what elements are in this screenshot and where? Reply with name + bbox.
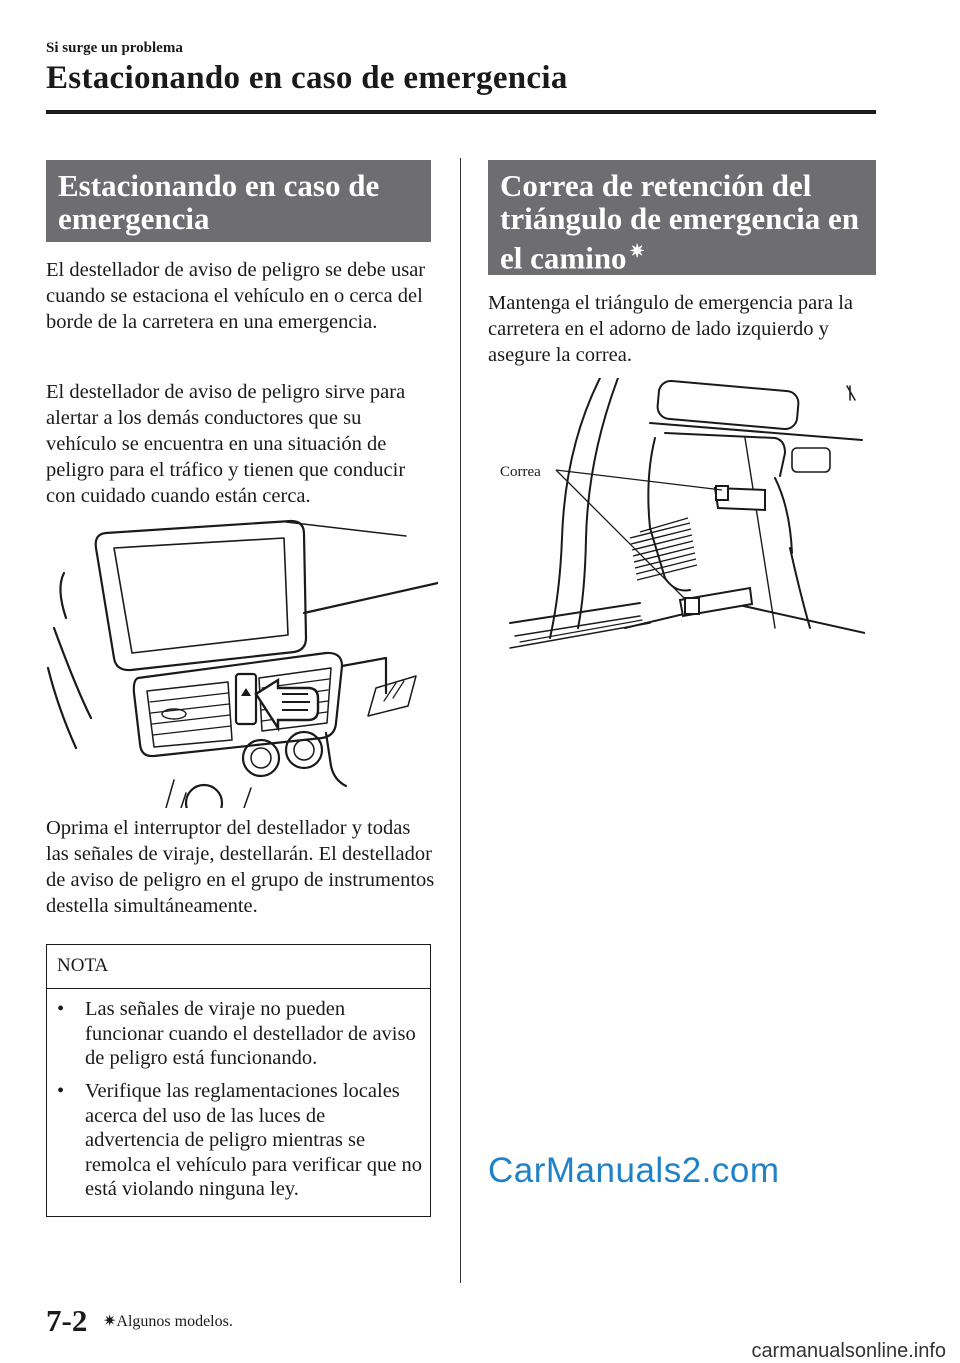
watermark: CarManuals2.com xyxy=(488,1151,780,1190)
section-heading-emergency-parking xyxy=(46,160,431,242)
paragraph-operation: Oprima el interruptor del destellador y todas las señales de viraje, destellarán. El destellador de aviso de peligro en el grupo de instrumentos destella simultáneamente. xyxy=(46,817,435,917)
note-title: NOTA xyxy=(57,955,109,976)
triangle-strap-illustration xyxy=(490,378,865,658)
bullet-icon: • xyxy=(57,998,65,1020)
breadcrumb: Si surge un problema xyxy=(46,40,183,56)
note-item xyxy=(57,997,422,1071)
note-item-text: Las señales de viraje no pueden funcionar cuando el destellador de aviso de peligro está funcionando. xyxy=(85,998,416,1069)
section-heading-text: Estacionando en caso de emergencia xyxy=(58,168,380,236)
note-item xyxy=(57,1079,422,1202)
paragraph-triangle: Mantenga el triángulo de emergencia para la carretera en el adorno de lado izquierdo y asegure la correa. xyxy=(488,292,854,366)
footnote-text: Algunos modelos. xyxy=(116,1313,233,1330)
site-watermark: carmanualsonline.info xyxy=(751,1340,946,1362)
correa-label: Correa xyxy=(500,464,541,480)
page-number: 7-2 xyxy=(46,1303,88,1338)
note-header xyxy=(47,945,430,989)
asterisk-mark: ✷ xyxy=(629,241,645,261)
paragraph-usage: El destellador de aviso de peligro se debe usar cuando se estaciona el vehículo en o cerca del borde de la carretera en una emergencia. xyxy=(46,259,426,333)
note-box xyxy=(46,944,431,1217)
column-divider xyxy=(460,158,461,1283)
section-heading-text: Correa de retención del triángulo de emergencia en el camino xyxy=(500,168,860,276)
hazard-switch-illustration xyxy=(46,518,438,808)
asterisk-mark: ✷ xyxy=(103,1313,117,1330)
bullet-icon: • xyxy=(57,1080,65,1102)
page-title: Estacionando en caso de emergencia xyxy=(46,60,568,96)
paragraph-purpose: El destellador de aviso de peligro sirve para alertar a los demás conductores que su vehículo se encuentra en una situación de peligro para el tráfico y tienen que conducir con cuidado cuando están cerca. xyxy=(46,381,406,507)
title-rule xyxy=(46,110,876,114)
footnote xyxy=(103,1311,233,1331)
note-item-text: Verifique las reglamentaciones locales acerca del uso de las luces de advertencia de peligro mientras se remolca el vehículo para verificar que no está violando ninguna ley. xyxy=(85,1080,422,1200)
section-heading-triangle-strap xyxy=(488,160,876,275)
hazard-switch-icon xyxy=(241,688,251,696)
